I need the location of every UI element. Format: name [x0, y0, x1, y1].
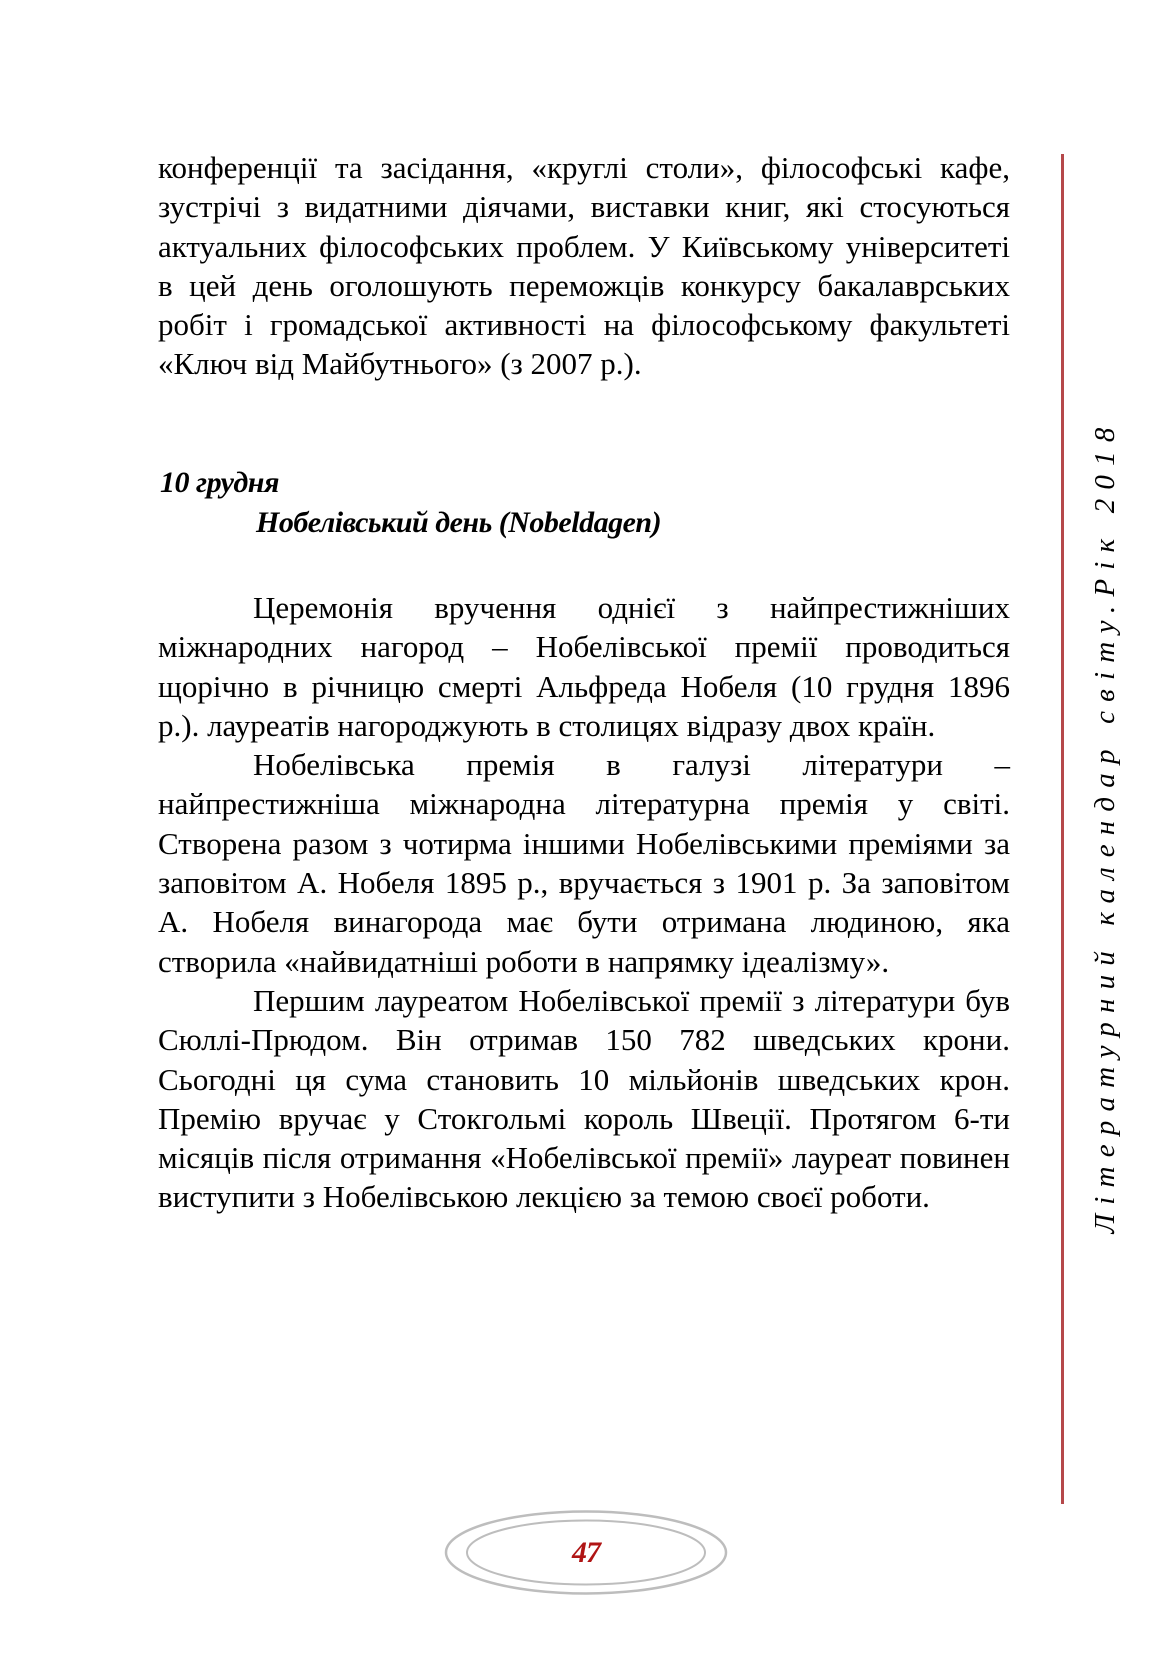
- body-paragraph-3: Першим лауреатом Нобелівської премії з літератури був Сюллі-Прюдом. Він отримав 150 782 шведських крони. Сьогодні ця сума становить 10 мільйонів шведських крон. Премію вручає у Стокгольмі король Швеції. Протягом 6-ти місяців після отримання «Нобелівської премії» лауреат повинен виступити з Нобелівською лекцією за темою своєї роботи.: [158, 982, 1010, 1215]
- nobel-day-section: [158, 463, 1010, 1217]
- side-divider-rule: [1061, 154, 1064, 1504]
- page-number: 47: [572, 1536, 600, 1569]
- body-paragraph-1: Церемонія вручення однієї з найпрестижніших міжнародних нагород – Нобелівської премії проводиться щорічно в річницю смерті Альфреда Нобеля (10 грудня 1896 р.). лауреатів нагороджують в столицях відразу двох країн.: [158, 590, 1010, 743]
- running-title-vertical: Літературний календар світу.Рік 2018: [1089, 418, 1121, 1234]
- body-paragraph-2: Нобелівська премія в галузі літератури – найпрестижніша міжнародна літературна премія у світі. Створена разом з чотирма іншими Нобелівськими преміями за заповітом А. Нобеля 1895 р., вручається з 1901 р. За заповітом А. Нобеля винагорода має бути отримана людиною, яка створила «найвидатніші роботи в напрямку ідеалізму».: [158, 747, 1010, 979]
- intro-paragraph: конференції та засідання, «круглі столи», філософські кафе, зустрічі з видатними діячами, виставки книг, які стосуються актуальних філософських проблем. У Київському університеті в цей день оголошують переможців конкурсу бакалаврських робіт і громадської активності на філософському факультеті «Ключ від Майбутнього» (з 2007 р.).: [158, 150, 1010, 382]
- section-body: [158, 588, 1010, 1217]
- section-date: 10 грудня: [160, 466, 279, 499]
- section-title: Нобелівський день (Nobeldagen): [256, 506, 662, 539]
- intro-paragraph-block: [158, 148, 1010, 384]
- page-number-badge: [443, 1509, 729, 1596]
